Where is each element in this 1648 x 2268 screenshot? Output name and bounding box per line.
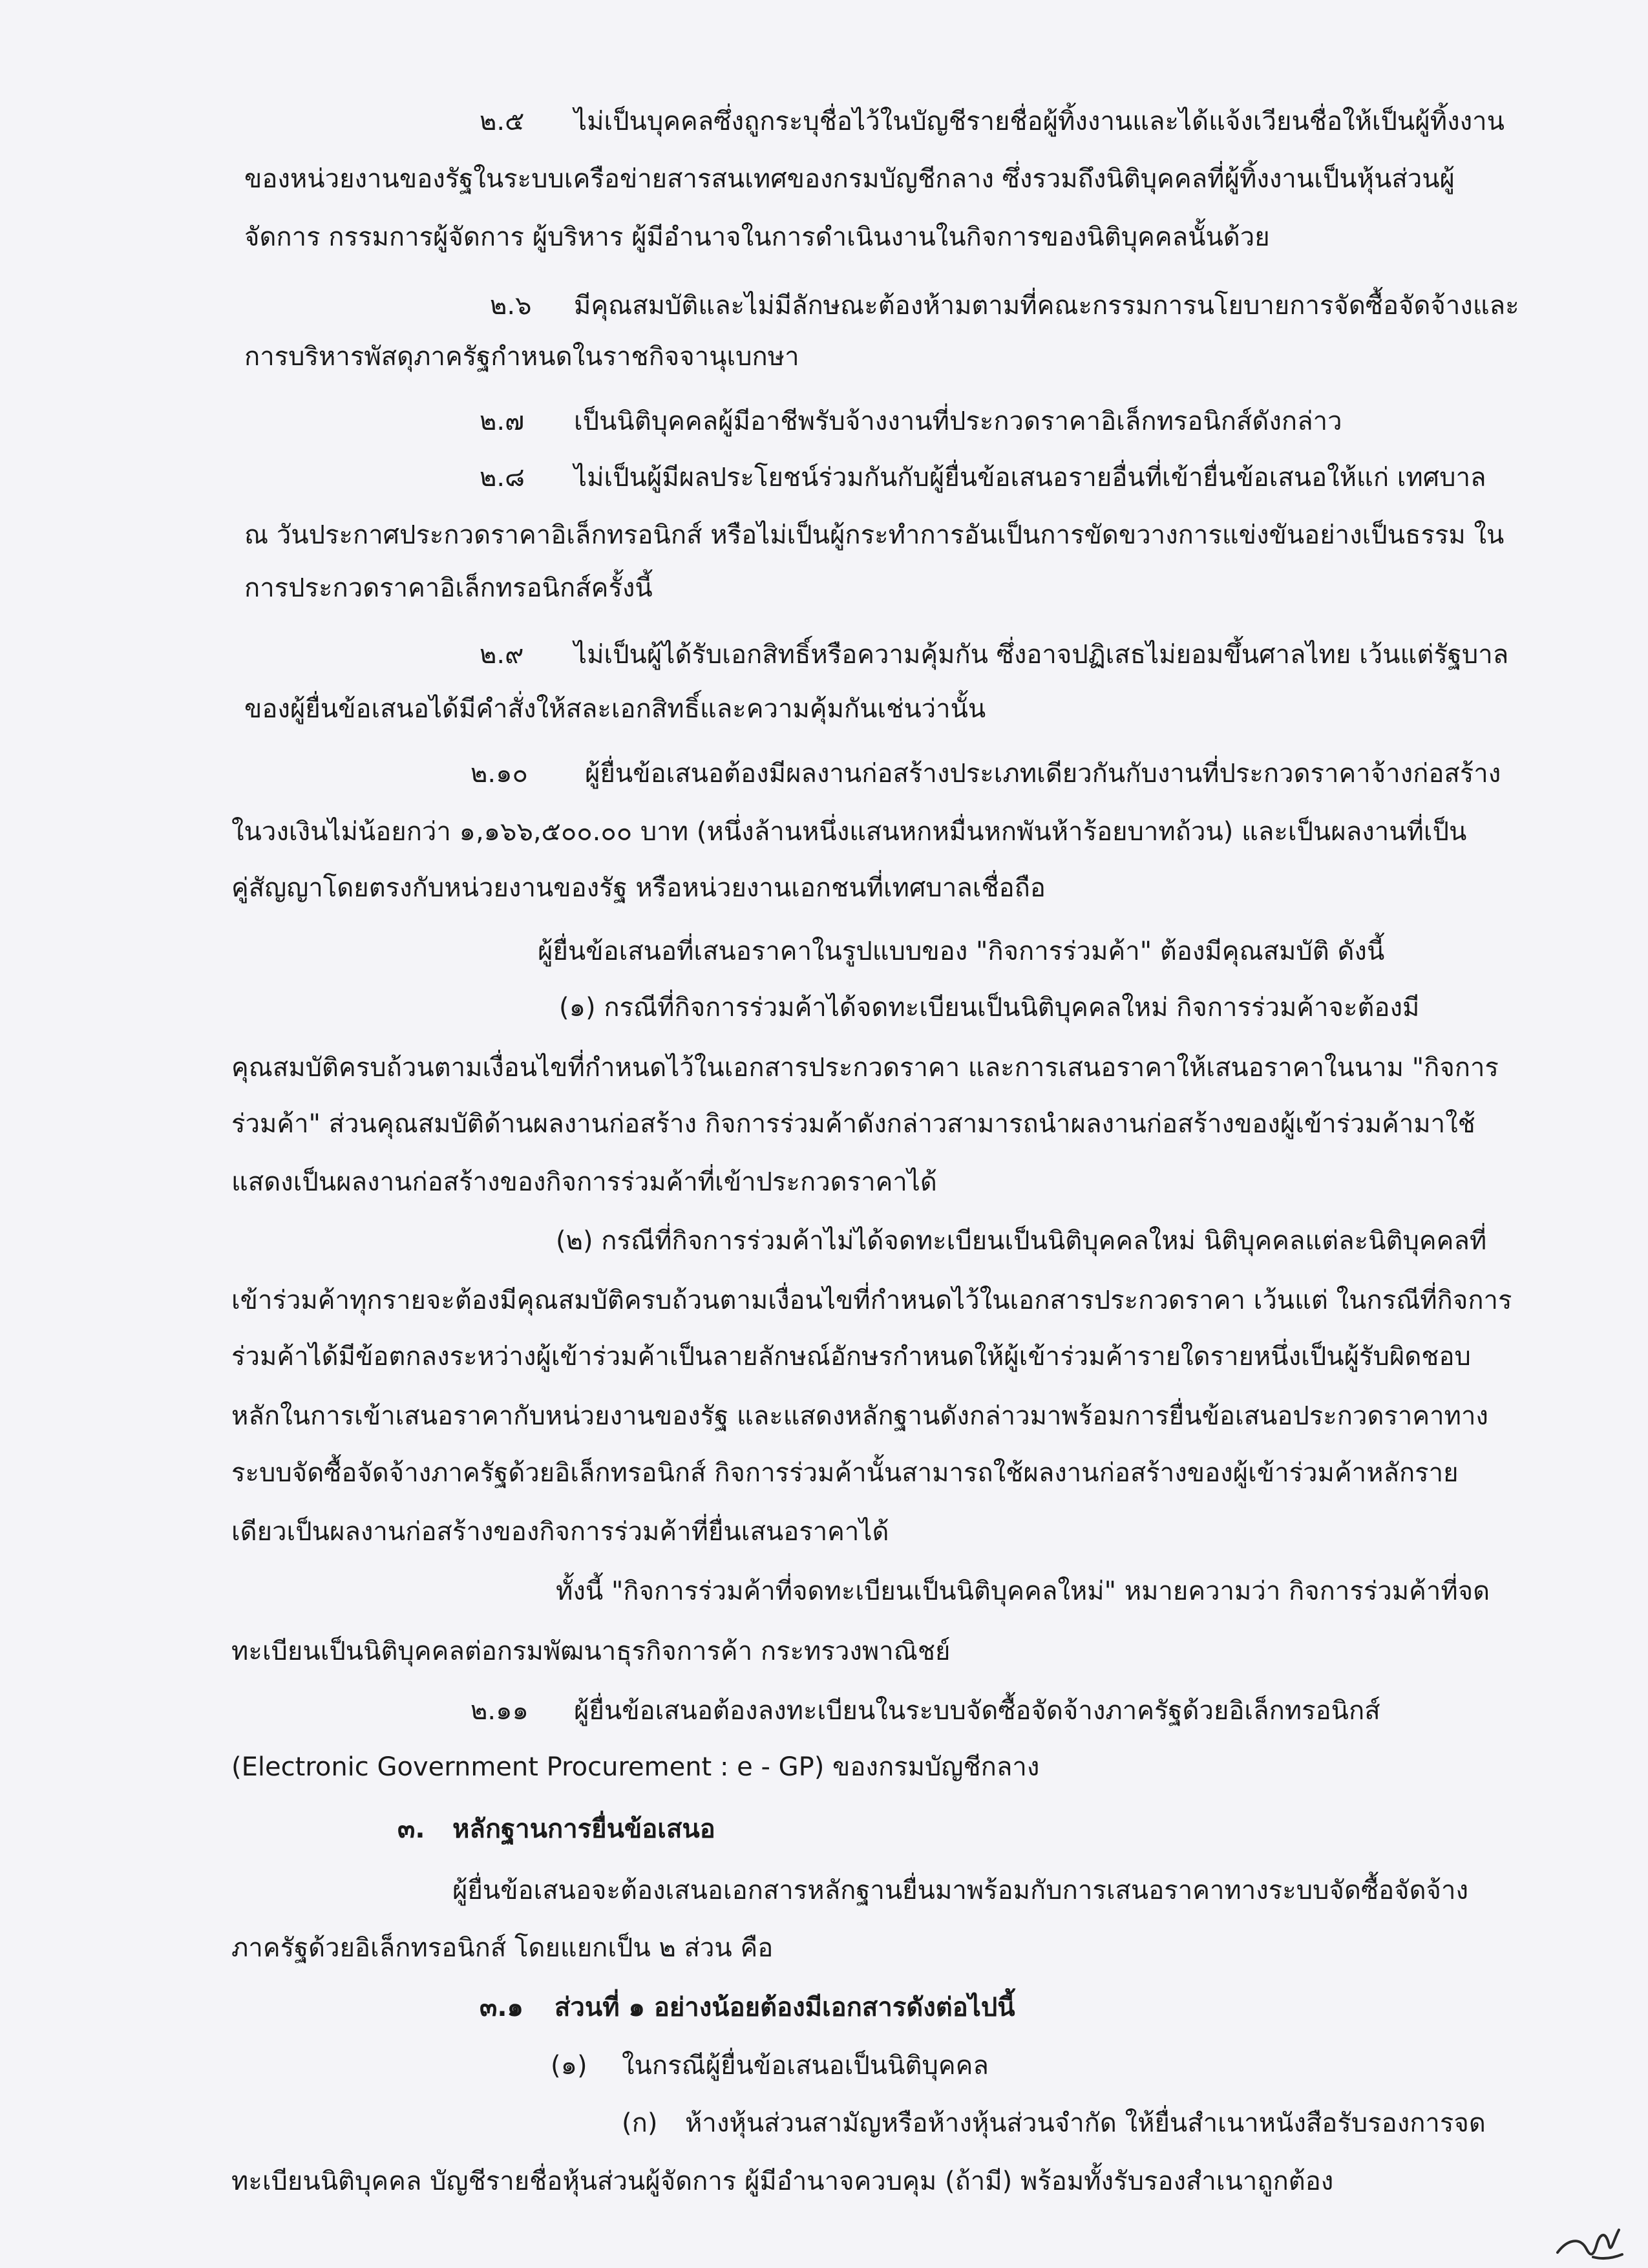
text-line: เดียวเป็นผลงานก่อสร้างของกิจการร่วมค้าที่ยื่นเสนอราคาได้ <box>231 1517 889 1547</box>
clause-number: ๒.๗ <box>480 407 525 436</box>
text-line: คู่สัญญาโดยตรงกับหน่วยงานของรัฐ หรือหน่วยงานเอกชนที่เทศบาลเชื่อถือ <box>231 873 1046 903</box>
text-line: ไม่เป็นผู้มีผลประโยชน์ร่วมกันกับผู้ยื่นข้อเสนอรายอื่นที่เข้ายื่นข้อเสนอให้แก่ เทศบาล <box>574 463 1486 493</box>
text-line: ไม่เป็นบุคคลซึ่งถูกระบุชื่อไว้ในบัญชีรายชื่อผู้ทิ้งงานและได้แจ้งเวียนชื่อให้เป็นผู้ทิ้งงาน <box>574 107 1505 136</box>
text-line: หลักในการเข้าเสนอราคากับหน่วยงานของรัฐ และแสดงหลักฐานดังกล่าวมาพร้อมการยื่นข้อเสนอประกวดราคาทาง <box>231 1401 1488 1431</box>
text-line: (๒) กรณีที่กิจการร่วมค้าไม่ได้จดทะเบียนเป็นนิติบุคคลใหม่ นิติบุคคลแต่ละนิติบุคคลที่ <box>556 1226 1487 1256</box>
text-line: ร่วมค้าได้มีข้อตกลงระหว่างผู้เข้าร่วมค้าเป็นลายลักษณ์อักษรกำหนดให้ผู้เข้าร่วมค้ารายใดรายหนึ่งเป็นผู้รับผิดชอบ <box>231 1342 1471 1372</box>
text-line: (๑) กรณีที่กิจการร่วมค้าได้จดทะเบียนเป็นนิติบุคคลใหม่ กิจการร่วมค้าจะต้องมี <box>559 993 1420 1023</box>
text-line: ของหน่วยงานของรัฐในระบบเครือข่ายสารสนเทศของกรมบัญชีกลาง ซึ่งรวมถึงนิติบุคคลที่ผู้ทิ้งงานเป็นหุ้นส่วนผู้ <box>244 164 1455 194</box>
clause-number: ๒.๑๑ <box>470 1696 529 1726</box>
clause-number: ๒.๑๐ <box>470 759 528 789</box>
section-number: ๓. <box>397 1814 425 1844</box>
text-line: การบริหารพัสดุภาครัฐกำหนดในราชกิจจานุเบกษา <box>244 342 799 372</box>
section-heading: หลักฐานการยื่นข้อเสนอ <box>452 1814 715 1844</box>
text-line: ทะเบียนนิติบุคคล บัญชีรายชื่อหุ้นส่วนผู้จัดการ ผู้มีอำนาจควบคุม (ถ้ามี) พร้อมทั้งรับรองสำเนาถูกต้อง <box>231 2167 1334 2196</box>
text-line: ในกรณีผู้ยื่นข้อเสนอเป็นนิติบุคคล <box>622 2051 989 2081</box>
subsection-heading: ส่วนที่ ๑ อย่างน้อยต้องมีเอกสารดังต่อไปนี้ <box>555 1993 1015 2022</box>
clause-number: ๒.๙ <box>480 640 524 670</box>
text-line: จัดการ กรรมการผู้จัดการ ผู้บริหาร ผู้มีอำนาจในการดำเนินงานในกิจการของนิติบุคคลนั้นด้วย <box>244 222 1270 252</box>
item-letter: (ก) <box>622 2108 658 2138</box>
text-line: ผู้ยื่นข้อเสนอต้องมีผลงานก่อสร้างประเภทเดียวกันกับงานที่ประกวดราคาจ้างก่อสร้าง <box>585 759 1501 789</box>
clause-number: ๒.๘ <box>480 463 525 493</box>
text-line: ร่วมค้า" ส่วนคุณสมบัติด้านผลงานก่อสร้าง กิจการร่วมค้าดังกล่าวสามารถนำผลงานก่อสร้างของผู้เข้าร่วมค้ามาใช้ <box>231 1109 1475 1139</box>
subsection-number: ๓.๑ <box>480 1993 523 2022</box>
text-line: ในวงเงินไม่น้อยกว่า ๑,๑๖๖,๕๐๐.๐๐ บาท (หนึ่งล้านหนึ่งแสนหกหมื่นหกพันห้าร้อยบาทถ้วน) และเป็นผลงานที่เป็น <box>231 817 1467 847</box>
item-number: (๑) <box>551 2051 587 2081</box>
text-line: ผู้ยื่นข้อเสนอที่เสนอราคาในรูปแบบของ "กิจการร่วมค้า" ต้องมีคุณสมบัติ ดังนี้ <box>538 937 1385 966</box>
handwritten-initials <box>1554 2217 1625 2262</box>
text-line: ไม่เป็นผู้ได้รับเอกสิทธิ์หรือความคุ้มกัน ซึ่งอาจปฏิเสธไม่ยอมขึ้นศาลไทย เว้นแต่รัฐบาล <box>574 640 1509 670</box>
text-line: (Electronic Government Procurement : e - GP) ของกรมบัญชีกลาง <box>231 1752 1040 1782</box>
clause-number: ๒.๖ <box>490 291 532 321</box>
text-line: ระบบจัดซื้อจัดจ้างภาครัฐด้วยอิเล็กทรอนิกส์ กิจการร่วมค้านั้นสามารถใช้ผลงานก่อสร้างของผู้เข้าร่วมค้าหลักราย <box>231 1458 1459 1488</box>
text-line: ทะเบียนเป็นนิติบุคคลต่อกรมพัฒนาธุรกิจการค้า กระทรวงพาณิชย์ <box>231 1637 951 1666</box>
text-line: ผู้ยื่นข้อเสนอต้องลงทะเบียนในระบบจัดซื้อจัดจ้างภาครัฐด้วยอิเล็กทรอนิกส์ <box>574 1696 1380 1726</box>
text-line: ห้างหุ้นส่วนสามัญหรือห้างหุ้นส่วนจำกัด ให้ยื่นสำเนาหนังสือรับรองการจด <box>685 2108 1486 2138</box>
text-line: คุณสมบัติครบถ้วนตามเงื่อนไขที่กำหนดไว้ในเอกสารประกวดราคา และการเสนอราคาให้เสนอราคาในนาม "กิจการ <box>231 1053 1499 1083</box>
text-line: ภาครัฐด้วยอิเล็กทรอนิกส์ โดยแยกเป็น ๒ ส่วน คือ <box>231 1933 774 1963</box>
text-line: แสดงเป็นผลงานก่อสร้างของกิจการร่วมค้าที่เข้าประกวดราคาได้ <box>231 1167 937 1197</box>
text-line: ณ วันประกาศประกวดราคาอิเล็กทรอนิกส์ หรือไม่เป็นผู้กระทำการอันเป็นการขัดขวางการแข่งขันอย่างเป็นธรรม ใน <box>244 520 1505 550</box>
text-line: ผู้ยื่นข้อเสนอจะต้องเสนอเอกสารหลักฐานยื่นมาพร้อมกับการเสนอราคาทางระบบจัดซื้อจัดจ้าง <box>452 1876 1468 1905</box>
text-line: ทั้งนี้ "กิจการร่วมค้าที่จดทะเบียนเป็นนิติบุคคลใหม่" หมายความว่า กิจการร่วมค้าที่จด <box>556 1576 1490 1606</box>
clause-number: ๒.๕ <box>480 107 525 136</box>
text-line: เข้าร่วมค้าทุกรายจะต้องมีคุณสมบัติครบถ้วนตามเงื่อนไขที่กำหนดไว้ในเอกสารประกวดราคา เว้นแต่ ในกรณีที่กิจการ <box>231 1286 1512 1315</box>
text-line: เป็นนิติบุคคลผู้มีอาชีพรับจ้างงานที่ประกวดราคาอิเล็กทรอนิกส์ดังกล่าว <box>574 407 1342 436</box>
text-line: มีคุณสมบัติและไม่มีลักษณะต้องห้ามตามที่คณะกรรมการนโยบายการจัดซื้อจัดจ้างและ <box>574 291 1519 321</box>
text-line: การประกวดราคาอิเล็กทรอนิกส์ครั้งนี้ <box>244 573 653 603</box>
text-line: ของผู้ยื่นข้อเสนอได้มีคำสั่งให้สละเอกสิทธิ์และความคุ้มกันเช่นว่านั้น <box>244 694 986 724</box>
